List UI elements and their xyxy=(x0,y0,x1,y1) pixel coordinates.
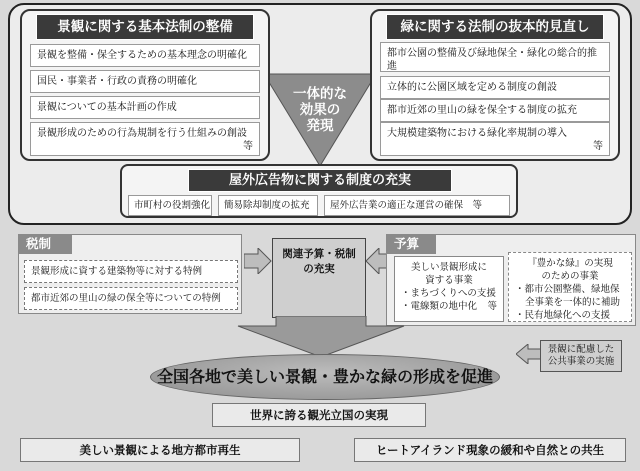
landscape-law-item: 景観についての基本計画の作成 xyxy=(30,96,260,119)
greenery-law-item: 立体的に公園区域を定める制度の創設 xyxy=(380,76,610,99)
outdoor-ads-item: 簡易除却制度の拡充 xyxy=(218,195,318,216)
public-works-line: 景観に配慮した xyxy=(547,344,615,355)
greenery-law-item xyxy=(380,122,610,156)
greenery-law-suffix: 等 xyxy=(593,141,603,152)
tourism-outcome: 世界に誇る観光立国の実現 xyxy=(212,403,426,427)
public-works-note xyxy=(540,340,622,372)
landscape-law-item-text: 景観形成のための行為規制を行う仕組みの創設 xyxy=(37,128,247,139)
landscape-law-suffix: 等 xyxy=(243,141,253,152)
greenery-law-panel xyxy=(370,9,620,161)
budget-left-line: 資する事業 xyxy=(425,275,473,286)
synergy-line: 一体的な xyxy=(293,86,347,102)
landscape-law-item: 国民・事業者・行政の責務の明確化 xyxy=(30,70,260,93)
landscape-law-item: 景観を整備・保全するための基本理念の明確化 xyxy=(30,44,260,67)
synergy-line: 効果の xyxy=(299,102,341,118)
outdoor-ads-title: 屋外広告物に関する制度の充実 xyxy=(188,169,452,192)
greenery-law-item-text: 大規模建築物における緑化率規制の導入 xyxy=(387,128,567,139)
outdoor-ads-panel xyxy=(120,164,518,218)
budget-right-line: のための事業 xyxy=(541,271,599,282)
tax-item: 景観形成に資する建築物等に対する特例 xyxy=(24,260,238,283)
budget-title: 予算 xyxy=(386,234,436,254)
synergy-line: 発現 xyxy=(306,118,334,134)
nationwide-promotion-goal: 全国各地で美しい景観・豊かな緑の形成を促進 xyxy=(150,354,500,400)
budget-right-line: ・都市公園整備、緑地保 xyxy=(515,284,620,295)
greenery-law-item: 都市近郊の里山の緑を保全する制度の拡充 xyxy=(380,99,610,122)
budget-right-line: 全事業を一体的に補助 xyxy=(525,297,621,308)
budget-left-suffix: 等 xyxy=(487,301,497,312)
public-works-arrow xyxy=(516,344,542,364)
budget-landscape-list xyxy=(394,256,504,322)
landscape-law-panel xyxy=(20,9,270,161)
public-works-line: 公共事業の実施 xyxy=(547,356,615,367)
landscape-law-item xyxy=(30,122,260,156)
tax-arrow xyxy=(244,248,272,274)
tax-title: 税制 xyxy=(18,234,72,254)
regional-revival-outcome: 美しい景観による地方都市再生 xyxy=(20,438,300,462)
center-line: の充実 xyxy=(303,263,335,275)
budget-right-line: 『豊かな緑』の実現 xyxy=(527,258,613,269)
tax-item: 都市近郊の里山の緑の保全等についての特例 xyxy=(24,287,238,310)
greenery-law-title: 緑に関する法制の抜本的見直し xyxy=(386,14,604,40)
budget-greenery-list xyxy=(508,252,632,322)
related-budget-tax-box xyxy=(272,238,366,318)
greenery-law-item: 都市公園の整備及び緑地保全・緑化の総合的推進 xyxy=(380,42,610,72)
budget-left-line: ・電線類の地中化 xyxy=(401,301,478,312)
budget-left-line: 美しい景観形成に xyxy=(410,262,487,273)
outdoor-ads-item: 屋外広告業の適正な運営の確保 等 xyxy=(324,195,510,216)
heat-island-outcome: ヒートアイランド現象の緩和や自然との共生 xyxy=(354,438,626,462)
outdoor-ads-item: 市町村の役割強化 xyxy=(128,195,212,216)
budget-right-line: ・民有地緑化への支援 xyxy=(515,310,611,321)
center-line: 関連予算・税制 xyxy=(282,248,356,260)
budget-left-line: ・まちづくりへの支援 xyxy=(401,288,496,299)
promotion-down-arrow xyxy=(236,316,406,358)
landscape-law-title: 景観に関する基本法制の整備 xyxy=(36,14,254,40)
synergy-label xyxy=(284,86,356,134)
